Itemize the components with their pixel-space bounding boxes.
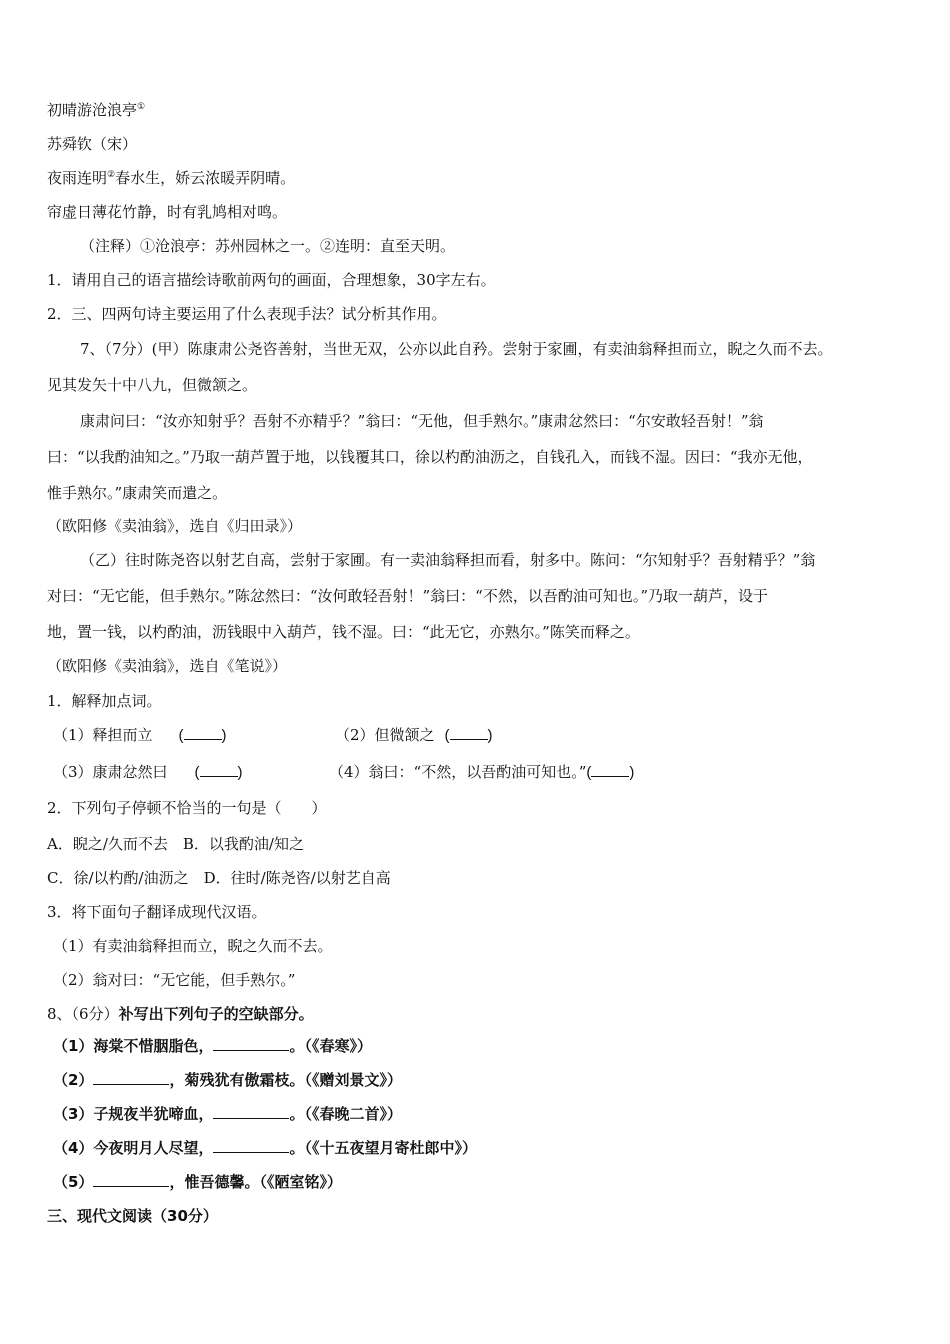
answer-blank[interactable] [184, 739, 222, 740]
q7-yi-source: （欧阳修《卖油翁》，选自《笔说》） [47, 657, 288, 675]
poem-author: 苏舜钦（宋） [47, 135, 138, 153]
q7-sub3-item-1: （1）有卖油翁释担而立，睨之久而不去。 [53, 937, 333, 955]
q8-item-4: （4）今夜明月人尽望， 。（《十五夜望月寄杜郎中》） [53, 1139, 477, 1157]
q7-sub1-item-1: （1）释担而立 ( ) [53, 726, 227, 744]
answer-blank[interactable] [450, 739, 488, 740]
q7-jia-line-1: 7、（7分）(甲）陈康肃公尧咨善射，当世无双，公亦以此自矜。尝射于家圃，有卖油翁释担而立，睨之久而不去。 [80, 340, 833, 358]
q7-yi-line-1: （乙）往时陈尧咨以射艺自高，尝射于家圃。有一卖油翁释担而看，射多中。陈问：“尔知射乎？吾射精乎？”翁 [80, 551, 816, 569]
q7-sub2-title: 2．下列句子停顿不恰当的一句是（ ） [47, 799, 327, 817]
footnote-mark: ② [107, 170, 116, 180]
poem-line-2: 帘虚日薄花竹静，时有乳鸠相对鸣。 [47, 203, 288, 221]
q7-jia-line-4: 曰：“以我酌油知之。”乃取一葫芦置于地，以钱覆其口，徐以杓酌油沥之，自钱孔入，而钱不湿。因曰：“我亦无他， [47, 448, 813, 466]
q7-jia-line-3: 康肃问曰：“汝亦知射乎？吾射不亦精乎？”翁曰：“无他，但手熟尔。”康肃忿然曰：“尔安敢轻吾射！”翁 [80, 412, 764, 430]
answer-blank[interactable] [93, 1084, 169, 1085]
q8-item-2: （2） ，菊残犹有傲霜枝。（《赠刘景文》） [53, 1071, 402, 1089]
q7-sub1-item-4: （4）翁曰：“不然，以吾酌油可知也。”( ) [329, 763, 635, 781]
poem-question-1: 1．请用自己的语言描绘诗歌前两句的画面，合理想象，30字左右。 [47, 271, 496, 289]
q7-sub1-title: 1．解释加点词。 [47, 692, 162, 710]
answer-blank[interactable] [213, 1118, 289, 1119]
section-3-title: 三、现代文阅读（30分） [47, 1207, 218, 1225]
answer-blank[interactable] [213, 1050, 289, 1051]
q7-jia-source: （欧阳修《卖油翁》，选自《归田录》） [47, 517, 303, 535]
q7-yi-line-2: 对曰：“无它能，但手熟尔。”陈忿然曰：“汝何敢轻吾射！”翁曰：“不然，以吾酌油可知也。”乃取一葫芦，设于 [47, 587, 769, 605]
poem-annotation: （注释）①沧浪亭：苏州园林之一。②连明：直至天明。 [80, 237, 456, 255]
poem-title: 初晴游沧浪亭① [47, 101, 146, 119]
q7-jia-line-2: 见其发矢十中八九，但微颔之。 [47, 376, 258, 394]
poem-question-2: 2．三、四两句诗主要运用了什么表现手法？试分析其作用。 [47, 305, 447, 323]
q7-sub2-options-ab: A．睨之/久而不去 B．以我酌油/知之 [47, 835, 304, 853]
q7-sub1-item-2: （2）但微颔之 ( ) [335, 726, 493, 744]
q8-heading: 8、（6分）补写出下列句子的空缺部分。 [47, 1005, 314, 1023]
q8-item-1: （1）海棠不惜胭脂色， 。（《春寒》） [53, 1037, 372, 1055]
poem-line-1: 夜雨连明②春水生，娇云浓暖弄阴晴。 [47, 169, 296, 187]
answer-blank[interactable] [591, 776, 629, 777]
answer-blank[interactable] [200, 776, 238, 777]
footnote-mark: ① [137, 102, 146, 112]
q7-jia-line-5: 惟手熟尔。”康肃笑而遣之。 [47, 484, 228, 502]
q7-sub1-item-3: （3）康肃忿然曰 ( ) [53, 763, 243, 781]
q8-item-5: （5） ，惟吾德馨。（《陋室铭》） [53, 1173, 342, 1191]
answer-blank[interactable] [213, 1152, 289, 1153]
answer-blank[interactable] [93, 1186, 169, 1187]
q7-yi-line-3: 地，置一钱，以杓酌油，沥钱眼中入葫芦，钱不湿。曰：“此无它，亦熟尔。”陈笑而释之。 [47, 623, 640, 641]
q7-sub2-options-cd: C．徐/以杓酌/油沥之 D．往时/陈尧咨/以射艺自高 [47, 869, 391, 887]
q8-item-3: （3）子规夜半犹啼血， 。（《春晚二首》） [53, 1105, 402, 1123]
q7-sub3-title: 3．将下面句子翻译成现代汉语。 [47, 903, 267, 921]
q7-sub3-item-2: （2）翁对曰：“无它能，但手熟尔。” [53, 971, 296, 989]
